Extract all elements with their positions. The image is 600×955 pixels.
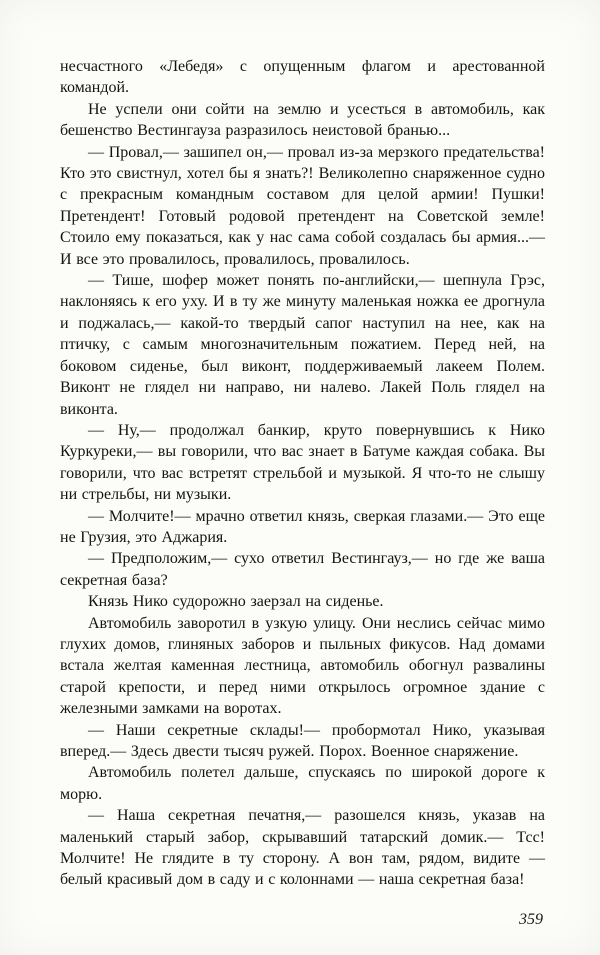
paragraph: — Предположим,— сухо ответил Вестингауз,— но где же ваша секретная база?	[60, 550, 545, 589]
paragraph: Автомобиль заворотил в узкую улицу. Они неслись сейчас мимо глухих домов, глиняных заборов и пыльных фикусов. Над домами встала желтая каменная лестница, автомобиль обогнул развалины старой крепости, и перед ними открылось огромное здание с железными замками на воротах.	[60, 614, 545, 718]
page-number: 359	[519, 910, 543, 928]
paragraph: Не успели они сойти на землю и усесться в автомобиль, как бешенство Вестингауза разразилось неистовой бранью...	[60, 100, 545, 140]
paragraph: Автомобиль полетел дальше, спускаясь по широкой дороге к морю.	[60, 764, 545, 803]
paragraph: — Молчите!— мрачно ответил князь, сверкая глазами.— Это еще не Грузия, это Аджария.	[60, 507, 545, 546]
paragraph: — Наши секретные склады!— пробормотал Нико, указывая вперед.— Здесь двести тысяч ружей. Порох. Военное снаряжение.	[60, 721, 545, 760]
paragraph: — Наша секретная печатня,— разошелся князь, указав на маленький старый забор, скрывавший татарский домик.— Тсс! Молчите! Не глядите в ту сторону. А вон там, рядом, видите — белый красивый дом в саду и с колоннами — наша секретная база!	[60, 807, 545, 889]
paragraph: несчастного «Лебедя» с опущенным флагом и арестованной командой.	[60, 58, 545, 97]
paragraph: Князь Нико судорожно заерзал на сиденье.	[88, 593, 384, 611]
paragraph: — Провал,— зашипел он,— провал из-за мерзкого предательства! Кто это свистнул, хотел бы я знать?! Великолепно снаряженное судно с прекрасным командным составом для целой армии! Пушки! Претендент! Готовый родовой претендент на Советской земле! Стоило ему показаться, как у нас сама собой создалась бы армия...— И все это провалилось, провалилось, провалилось.	[60, 143, 545, 268]
paragraph: — Ну,— продолжал банкир, круто повернувшись к Нико Куркуреки,— вы говорили, что вас знает в Батуме каждая собака. Вы говорили, что вас встретят стрельбой и музыкой. Я что-то не слышу ни стрельбы, ни музыки.	[60, 421, 545, 504]
paragraph: — Тише, шофер может понять по-английски,— шепнула Грэс, наклоняясь к его уху. И в ту же минуту маленькая ножка ее дрогнула и поджалась,— какой-то твердый сапог наступил на нее, как на птичку, с самым многозначительным пожатием. Перед ней, на боковом сиденье, был виконт, поддерживаемый лакеем Полем. Виконт не глядел ни направо, ни налево. Лакей Поль глядел на виконта.	[60, 272, 545, 418]
page-text	[60, 56, 545, 891]
